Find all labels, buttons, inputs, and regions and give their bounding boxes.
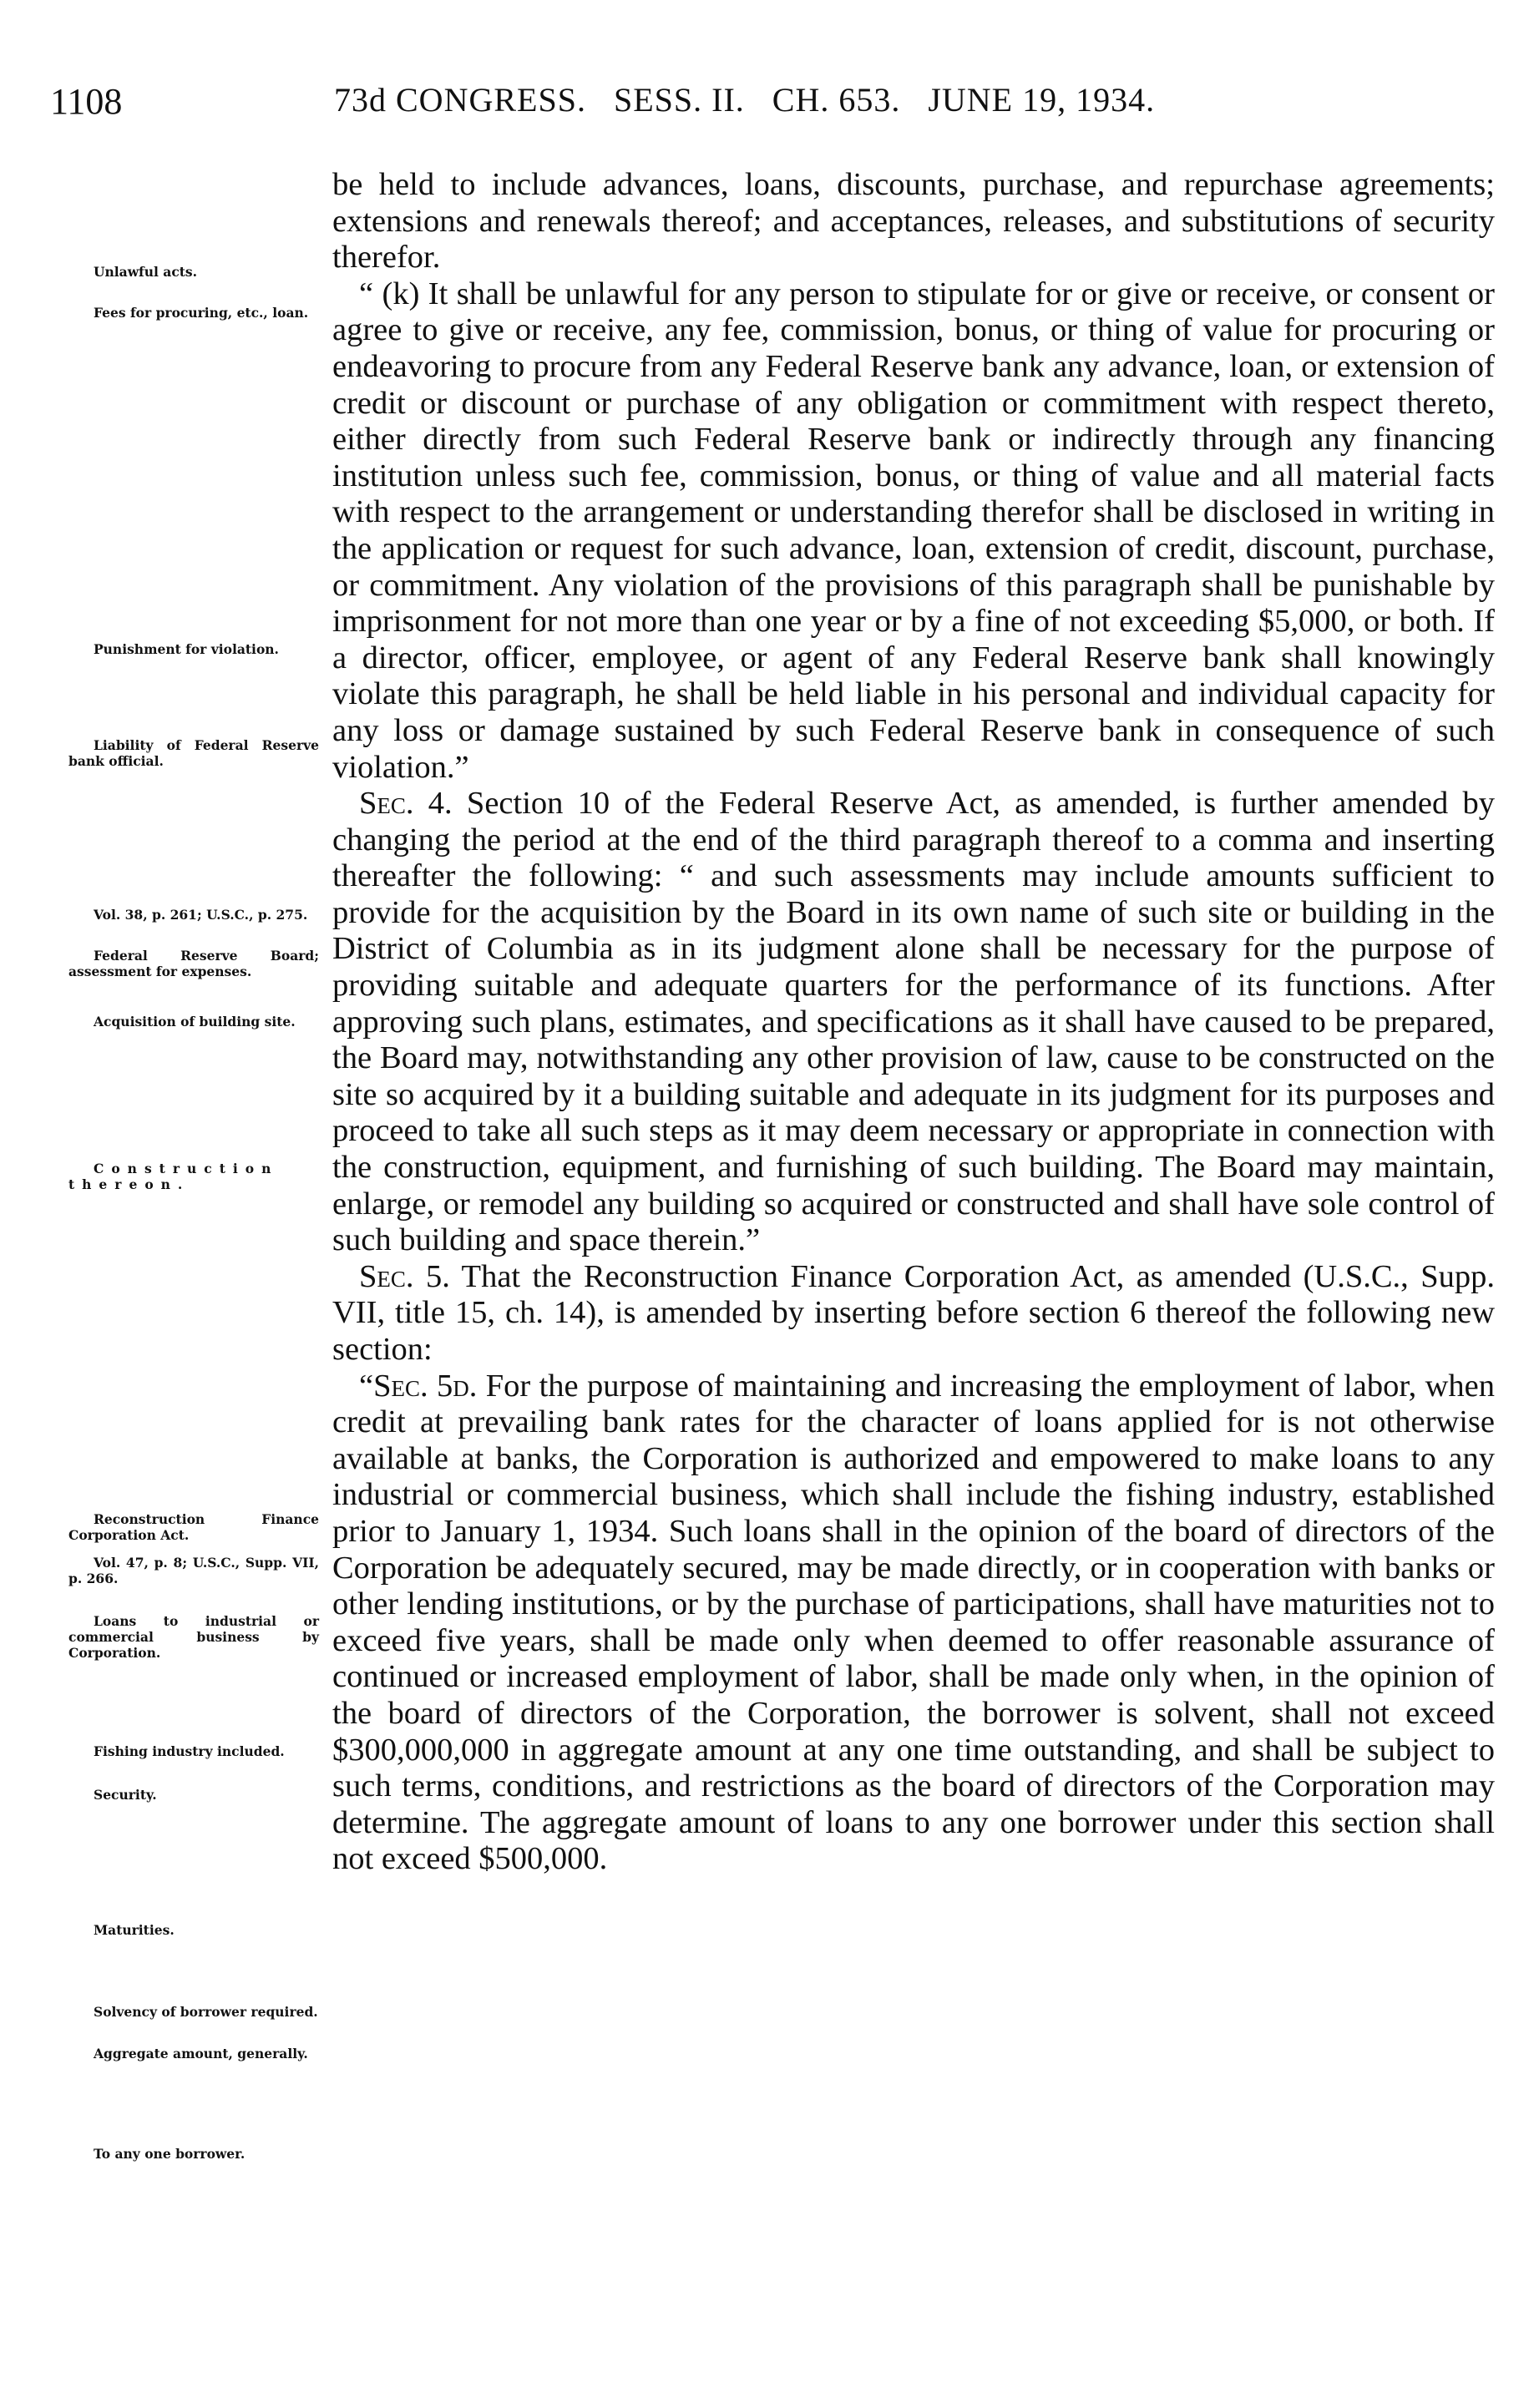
margin-note-maturities: Maturities. [94, 1922, 175, 1938]
statute-body [332, 167, 1495, 1878]
margin-note-security: Security. [94, 1787, 157, 1803]
section-label: Sec. 4. [359, 786, 453, 822]
section-label: Sec. 5d. [373, 1368, 478, 1404]
margin-note-fishing: Fishing industry included. [94, 1743, 285, 1759]
margin-note-solvency: Solvency of borrower required. [94, 2004, 318, 2020]
margin-note-one-borrower: To any one borrower. [94, 2146, 246, 2162]
margin-note-construction: Construction thereon. [68, 1161, 279, 1192]
margin-note-acquisition: Acquisition of building site. [94, 1014, 296, 1029]
paragraph-sec-4: Sec. 4. Section 10 of the Federal Reserve Act, as amended, is further amended by changing the period at the end of the third paragraph thereof to a comma and inserting thereafter the following: “ and such assessments may include amounts sufficient to provide for the acquisition by the Board in its own name of such site or building in the District of Columbia as in its judgment alone shall be necessary for the purpose of providing suitable and adequate quarters for the performance of its functions. After approving such plans, estimates, and specifications as it shall have caused to be prepared, the Board may, notwithstanding any other provision of law, cause to be constructed on the site so acquired by it a building suitable and adequate in its judgment for its purposes and proceed to take all such steps as it may deem necessary or appropriate in connection with the construction, equipment, and furnishing of such building. The Board may maintain, enlarge, or remodel any building so acquired or constructed and shall have sole control of such building and space therein.” [332, 786, 1495, 1258]
margin-note-loans: Loans to industrial or commercial business by Corporation. [68, 1613, 319, 1661]
margin-note-liability: Liability of Federal Reserve bank official. [68, 737, 319, 769]
margin-note-vol-47: Vol. 47, p. 8; U.S.C., Supp. VII, p. 266. [68, 1555, 319, 1586]
running-head: 73d CONGRESS. SESS. II. CH. 653. JUNE 19, 1934. [334, 81, 1156, 119]
margin-note-rfc-act: Reconstruction Finance Corporation Act. [68, 1511, 319, 1543]
margin-note-fees-for-procuring: Fees for procuring, etc., loan. [94, 305, 309, 321]
paragraph-sec-5: Sec. 5. That the Reconstruction Finance Corporation Act, as amended (U.S.C., Supp. VII, title 15, ch. 14), is amended by inserting before section 6 thereof the following new section: [332, 1258, 1495, 1367]
section-label: Sec. 5. [359, 1258, 450, 1294]
margin-note-vol-38: Vol. 38, p. 261; U.S.C., p. 275. [94, 907, 308, 923]
margin-note-aggregate: Aggregate amount, generally. [94, 2046, 308, 2061]
page-header [50, 80, 1489, 130]
paragraph-sec-5d: “Sec. 5d. For the purpose of maintaining and increasing the employment of labor, when credit at prevailing bank rates for the character of loans applied for is not otherwise available at banks, the Corporation is authorized and empowered to make loans to any industrial or commercial business, which shall include the fishing industry, established prior to January 1, 1934. Such loans shall in the opinion of the board of directors of the Corporation be adequately secured, may be made directly, or in cooperation with banks or other lending institutions, or by the purchase of participations, shall have maturities not to exceed five years, shall be made only when deemed to offer reasonable assurance of continued or increased employment of labor, shall be made only when, in the opinion of the board of directors of the Corporation, the borrower is solvent, shall not exceed $300,000,000 in aggregate amount at any one time outstanding, and shall be subject to such terms, conditions, and restrictions as the board of directors of the Corporation may determine. The aggregate amount of loans to any one borrower under this section shall not exceed $500,000. [332, 1368, 1495, 1877]
margin-note-unlawful-acts: Unlawful acts. [94, 264, 198, 280]
paragraph-continuation: be held to include advances, loans, discounts, purchase, and repurchase agreements; extensions and renewals thereof; and acceptances, releases, and substitutions of security therefor. [332, 167, 1495, 276]
margin-note-frb-assessment: Federal Reserve Board; assessment for expenses. [68, 948, 319, 979]
paragraph-k: “ (k) It shall be unlawful for any person to stipulate for or give or receive, or consent or agree to give or receive, any fee, commission, bonus, or thing of value for procuring or endeavoring to procure from any Federal Reserve bank any advance, loan, or extension of credit or discount or purchase of any obligation or commitment with respect thereto, either directly from such Federal Reserve bank or indirectly through any financing institution unless such fee, commission, bonus, or thing of value and all material facts with respect to the arrangement or understanding therefor shall be disclosed in writing in the application or request for such advance, loan, extension of credit, discount, purchase, or commitment. Any violation of the provisions of this paragraph shall be punishable by imprisonment for not more than one year or by a fine of not exceeding $5,000, or both. If a director, officer, employee, or agent of any Federal Reserve bank shall knowingly violate this paragraph, he shall be held liable in his personal and individual capacity for any loss or damage sustained by such Federal Reserve bank in consequence of such violation.” [332, 276, 1495, 785]
page-number: 1108 [50, 81, 123, 122]
margin-note-punishment: Punishment for violation. [94, 641, 279, 657]
